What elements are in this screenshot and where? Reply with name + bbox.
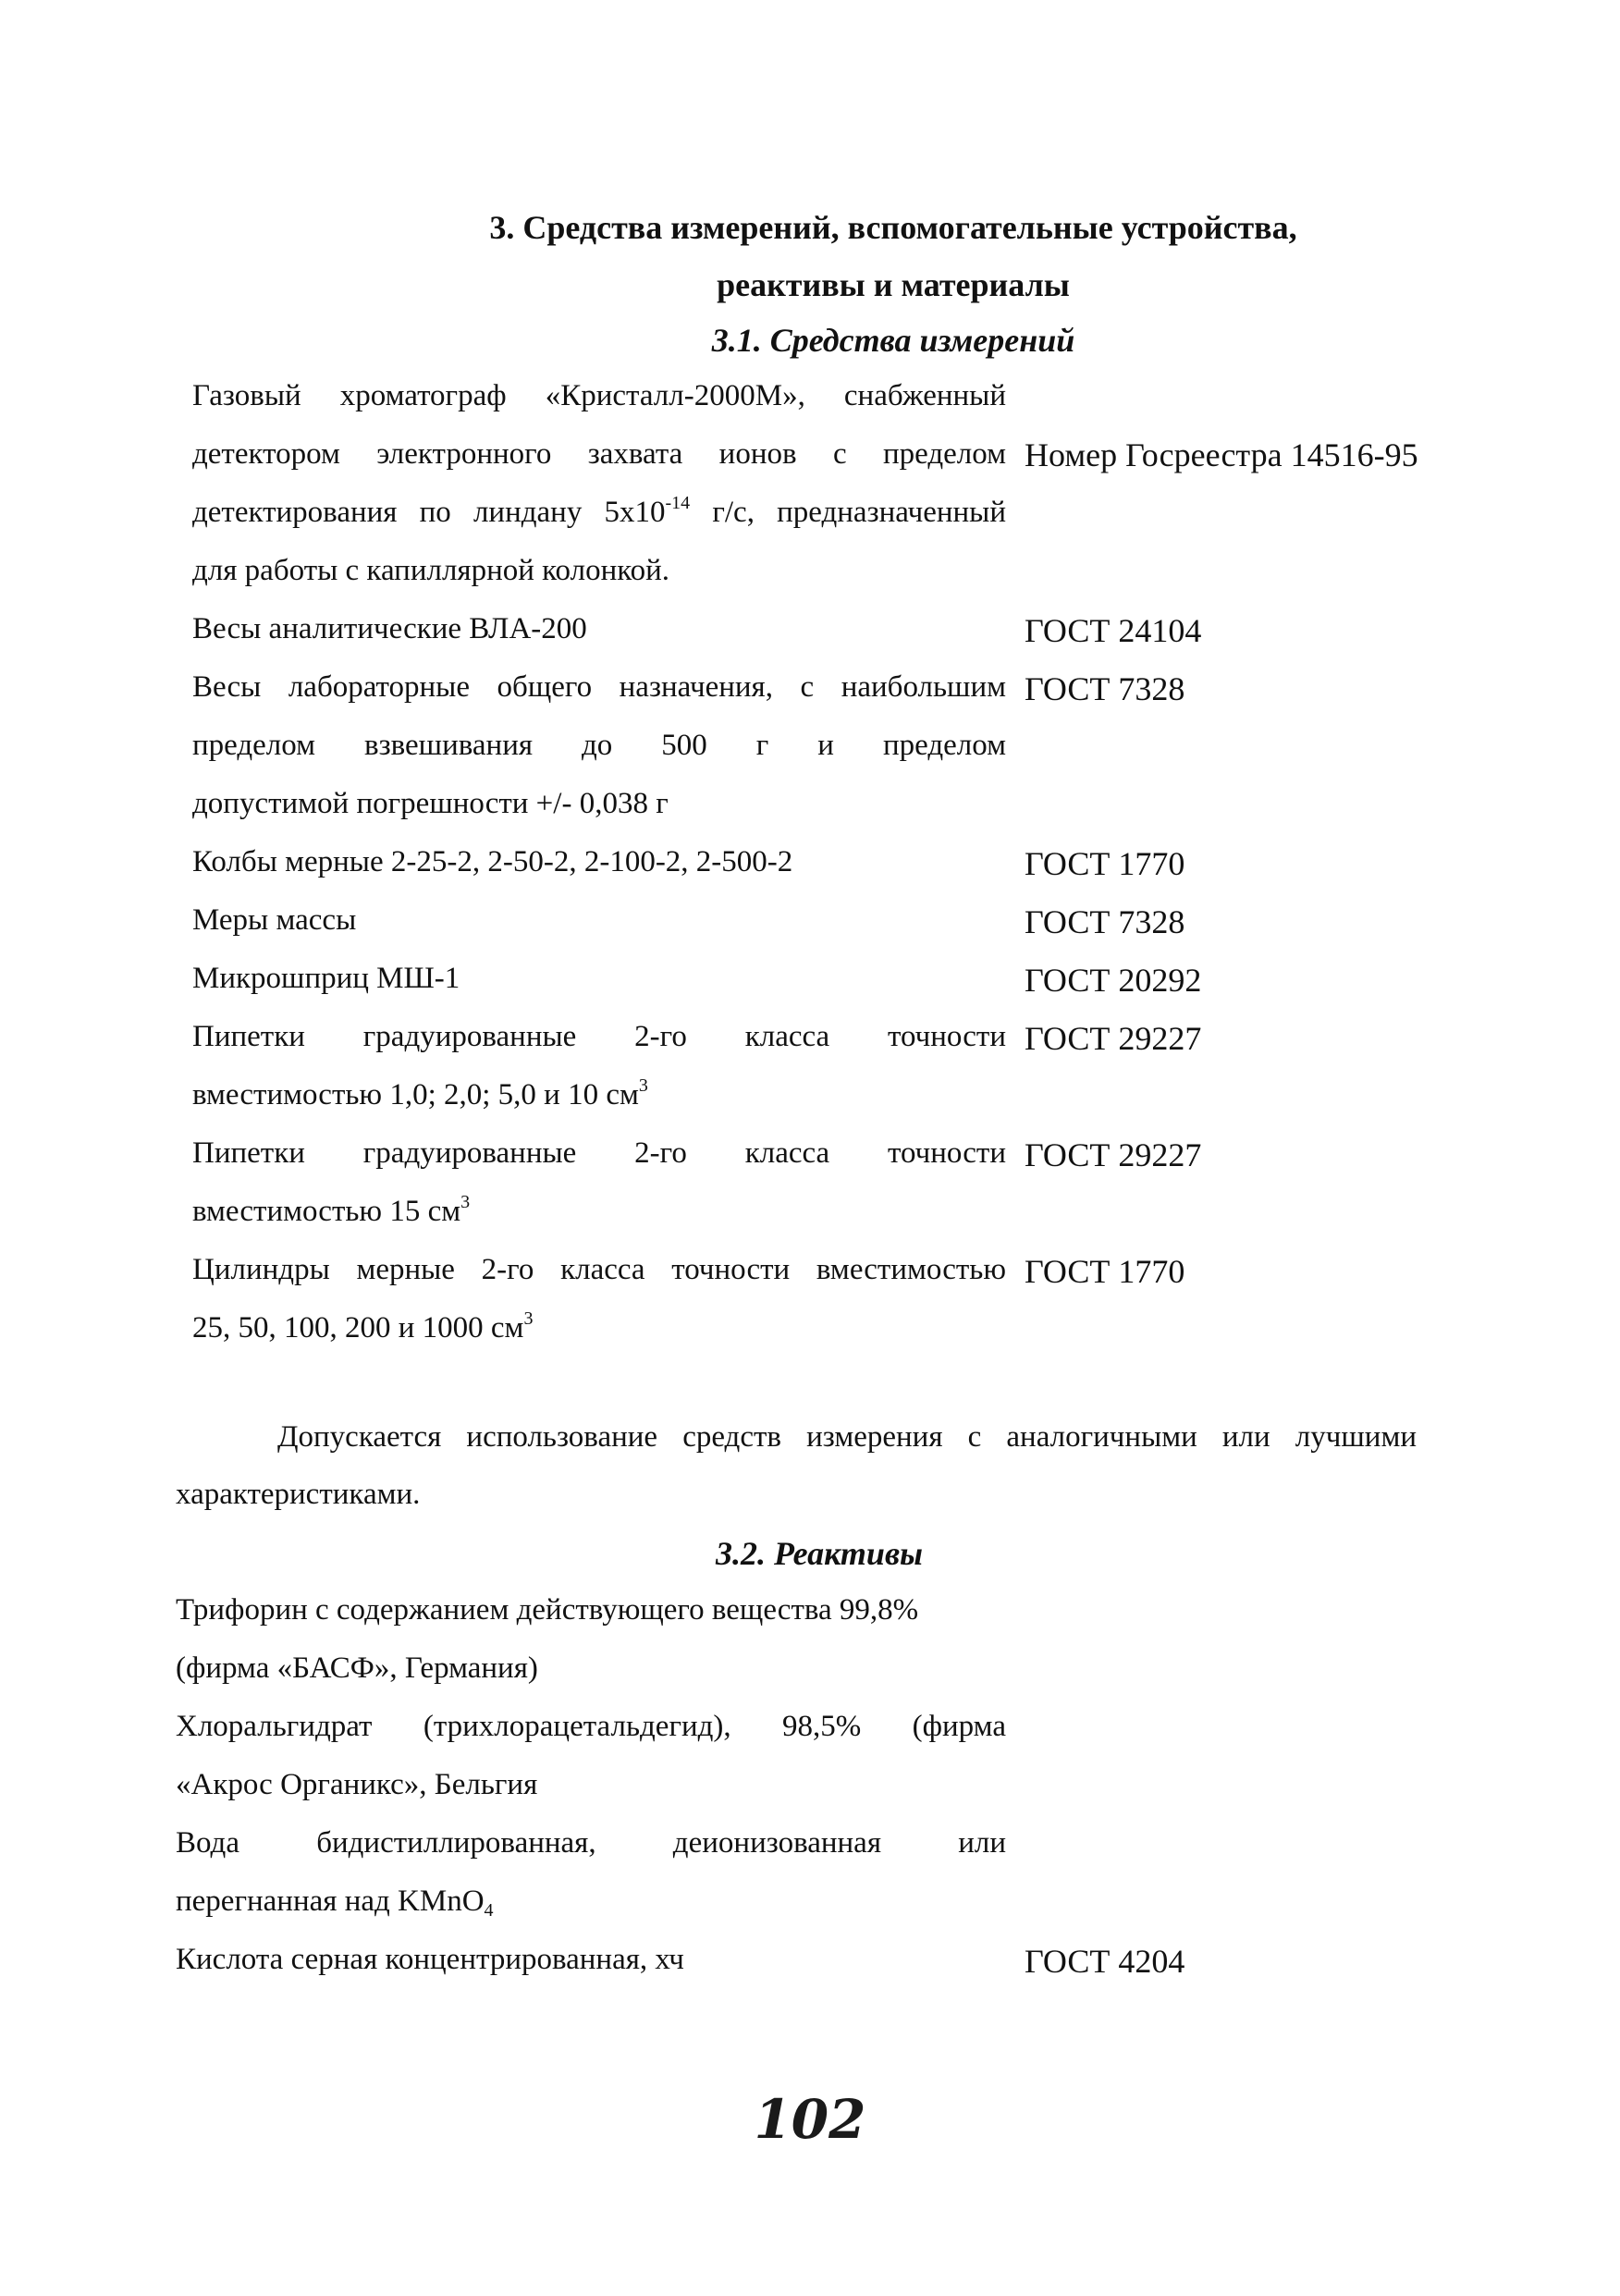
reagent-triforine-line-1: Трифорин с содержанием действующего вещества 99,8% (176, 1593, 919, 1627)
item-pipettes-2-line-1: Пипетки градуированные 2-го класса точности (192, 1136, 1006, 1170)
note-line-2: характеристиками. (176, 1478, 421, 1511)
item-volumetric-flasks-code: ГОСТ 1770 (1025, 845, 1185, 882)
item-microsyringe-code: ГОСТ 20292 (1025, 962, 1202, 999)
item-lab-scales-code: ГОСТ 7328 (1025, 670, 1185, 707)
section-title-line-1: 3. Средства измерений, вспомогательные устройства, (489, 209, 1297, 246)
item-analytical-scales: Весы аналитические ВЛА-200 (192, 612, 587, 645)
reagent-sulfuric-acid: Кислота серная концентрированная, хч (176, 1943, 684, 1976)
item-lab-scales-line-3: допустимой погрешности +/- 0,038 г (192, 787, 669, 820)
item-chromatograph-line-3: детектирования по линдану $5х10^{-14}$ г/с, предназначенный (192, 493, 1006, 529)
item-lab-scales-line-1: Весы лабораторные общего назначения, с наибольшим (192, 670, 1006, 704)
item-pipettes-1-line-1: Пипетки градуированные 2-го класса точности (192, 1020, 1006, 1053)
item-chromatograph-line-1: Газовый хроматограф «Кристалл-2000М», снабженный (192, 379, 1006, 412)
subsection-title-reagents: 3.2. Реактивы (715, 1535, 924, 1572)
item-chromatograph-code: Номер Госреестра 14516-95 (1025, 436, 1418, 473)
item-mass-measures: Меры массы (192, 903, 357, 937)
reagent-chloral-line-1: Хлоральгидрат (трихлорацетальдегид), 98,5% (фирма (176, 1710, 1006, 1743)
reagent-water-line-2: перегнанная над KMnO$_4$ (176, 1885, 494, 1921)
reagent-water-line-1: Вода бидистиллированная, деионизованная или (176, 1826, 1006, 1860)
item-chromatograph-line-2: детектором электронного захвата ионов с пределом (192, 437, 1006, 471)
item-microsyringe: Микрошприц МШ-1 (192, 962, 460, 995)
note-line-1: Допускается использование средств измерения с аналогичными или лучшими (277, 1420, 1417, 1454)
item-pipettes-2-code: ГОСТ 29227 (1025, 1136, 1202, 1173)
section-title-line-2: реактивы и материалы (717, 266, 1070, 303)
item-cylinders-line-2: 25, 50, 100, 200 и 1000 $см^3$ (192, 1308, 534, 1344)
item-lab-scales-line-2: пределом взвешивания до 500 г и пределом (192, 729, 1006, 762)
reagent-sulfuric-acid-code: ГОСТ 4204 (1025, 1943, 1185, 1980)
page-number: 102 (754, 2088, 866, 2151)
item-volumetric-flasks: Колбы мерные 2-25-2, 2-50-2, 2-100-2, 2-500-2 (192, 845, 793, 878)
reagent-triforine-line-2: (фирма «БАСФ», Германия) (176, 1651, 538, 1685)
item-analytical-scales-code: ГОСТ 24104 (1025, 612, 1202, 649)
item-pipettes-2-line-2: вместимостью 15 $см^3$ (192, 1192, 471, 1228)
item-pipettes-1-line-2: вместимостью 1,0; 2,0; 5,0 и 10 $см^3$ (192, 1075, 648, 1111)
reagent-chloral-line-2: «Акрос Органикс», Бельгия (176, 1768, 538, 1801)
item-chromatograph-line-4: для работы с капиллярной колонкой. (192, 554, 669, 587)
item-pipettes-1-code: ГОСТ 29227 (1025, 1020, 1202, 1057)
item-cylinders-code: ГОСТ 1770 (1025, 1253, 1185, 1290)
item-cylinders-line-1: Цилиндры мерные 2-го класса точности вместимостью (192, 1253, 1006, 1286)
subsection-title-measuring-instruments: 3.1. Средства измерений (711, 322, 1075, 359)
item-mass-measures-code: ГОСТ 7328 (1025, 903, 1185, 940)
